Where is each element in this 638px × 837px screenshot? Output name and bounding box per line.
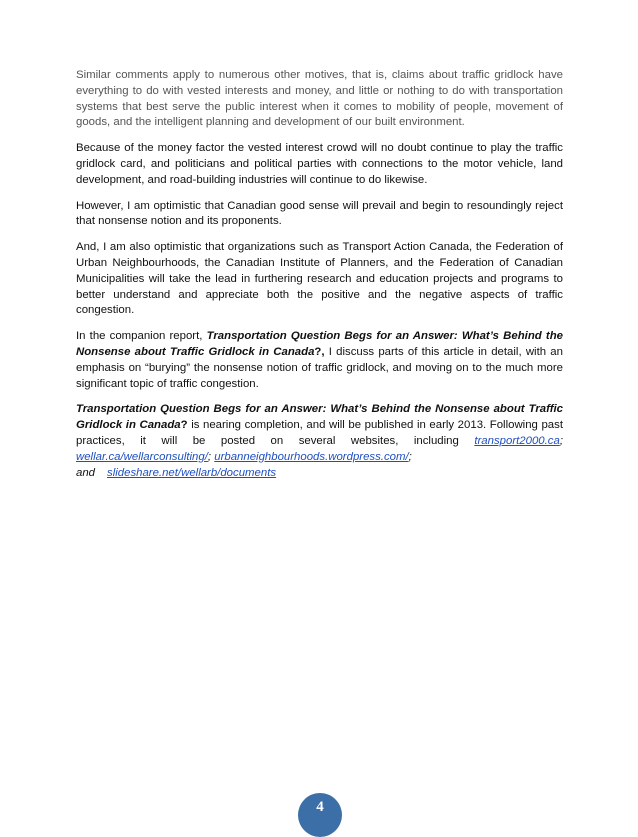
report-title-punct: ?: [180, 419, 188, 432]
link-wellar-consulting[interactable]: wellar.ca/wellarconsulting/: [76, 450, 208, 463]
link-separator-2: ;: [207, 450, 215, 463]
page-number: 4: [316, 799, 324, 815]
report-title: Transportation Question Begs for an Answer: What’s Behind the Nonsense about Traffic Gridlock in Canada: [76, 403, 563, 432]
companion-report-title-punct: ?,: [314, 345, 325, 358]
link-transport2000[interactable]: transport2000.ca: [474, 434, 560, 447]
and-word: and: [76, 466, 96, 479]
link-separator-1: ;: [559, 434, 563, 447]
link-urban-neighbourhoods[interactable]: urbanneighbourhoods.wordpress.com/: [214, 450, 409, 463]
paragraph-5: [76, 329, 563, 392]
document-body: [76, 68, 563, 491]
paragraph-6: [76, 402, 563, 481]
paragraph-3: However, I am optimistic that Canadian good sense will prevail and begin to resoundingly reject that nonsense notion and its proponents.: [76, 199, 563, 228]
paragraph-5-rest: I discuss parts of this article in detail, with an emphasis on “burying” the nonsense notion of traffic gridlock, and moving on to the much more significant topic of traffic congestion.: [76, 345, 563, 390]
companion-report-title: Transportation Question Begs for an Answer: What’s Behind the Nonsense about Traffic Gridlock in Canada: [76, 330, 563, 358]
link-separator-3: ;: [408, 450, 412, 463]
paragraph-2: Because of the money factor the vested interest crowd will no doubt continue to play the traffic gridlock card, and politicians and political parties with connections to the motor vehicle, land development, and road-building industries will continue to do likewise.: [76, 142, 563, 186]
link-slideshare[interactable]: slideshare.net/wellarb/documents: [107, 466, 277, 479]
paragraph-6-middle: is nearing completion, and will be published in early 2013. Following past practices, it will be posted on several websites, including: [76, 419, 563, 447]
paragraph-5-intro: In the companion report,: [76, 330, 207, 343]
paragraph-1: Similar comments apply to numerous other motives, that is, claims about traffic gridlock have everything to do with vested interests and money, and little or nothing to do with transportation systems that best serve the public interest when it comes to mobility of people, movement of goods, and the intelligent planning and development of our built environment.: [76, 69, 563, 129]
page-number-badge: [298, 793, 342, 837]
paragraph-4: And, I am also optimistic that organizations such as Transport Action Canada, the Federation of Urban Neighbourhoods, the Canadian Institute of Planners, and the Federation of Canadian Municipalities will take the lead in furthering research and education projects and programs to better understand and appreciate both the positive and the negative aspects of traffic congestion.: [76, 241, 563, 317]
